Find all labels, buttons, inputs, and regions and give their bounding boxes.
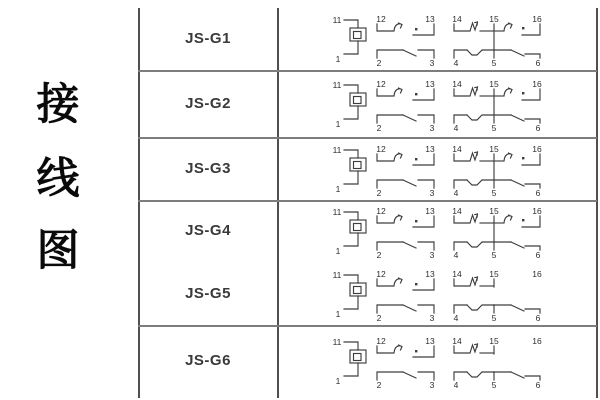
svg-text:5: 5	[491, 312, 497, 322]
svg-text:3: 3	[429, 187, 435, 197]
svg-text:16: 16	[532, 78, 542, 89]
svg-text:16: 16	[532, 143, 542, 154]
svg-text:13: 13	[425, 336, 435, 346]
svg-text:5: 5	[491, 58, 497, 67]
svg-text:11: 11	[332, 15, 342, 25]
model-label: JS-G6	[185, 352, 231, 369]
wiring-diagram	[331, 333, 571, 389]
svg-text:5: 5	[491, 380, 497, 389]
svg-text:12: 12	[376, 206, 386, 216]
svg-text:5: 5	[491, 122, 497, 132]
svg-text:1: 1	[335, 118, 341, 129]
svg-text:12: 12	[376, 78, 386, 89]
svg-text:6: 6	[535, 122, 541, 132]
svg-text:15: 15	[489, 143, 499, 154]
model-label: JS-G2	[185, 94, 231, 112]
row-separator	[138, 325, 597, 327]
svg-text:3: 3	[429, 122, 435, 132]
svg-text:1: 1	[335, 308, 341, 319]
svg-text:14: 14	[452, 143, 462, 154]
svg-text:5: 5	[491, 187, 497, 197]
svg-text:2: 2	[376, 380, 382, 389]
svg-text:4: 4	[453, 380, 459, 389]
svg-text:11: 11	[332, 79, 342, 90]
svg-text:11: 11	[332, 337, 342, 347]
svg-text:15: 15	[489, 206, 499, 216]
svg-text:15: 15	[489, 78, 499, 89]
svg-text:3: 3	[429, 380, 435, 389]
svg-text:6: 6	[535, 380, 541, 389]
svg-text:3: 3	[429, 312, 435, 322]
svg-text:2: 2	[376, 250, 382, 259]
svg-text:3: 3	[429, 250, 435, 259]
svg-text:6: 6	[535, 58, 541, 67]
svg-text:16: 16	[532, 206, 542, 216]
wiring-diagram	[331, 203, 571, 259]
svg-text:13: 13	[425, 78, 435, 89]
model-label: JS-G1	[185, 30, 231, 47]
table-border-right	[596, 8, 598, 398]
svg-text:14: 14	[452, 78, 462, 89]
svg-text:16: 16	[532, 268, 542, 279]
wiring-diagram	[331, 266, 571, 322]
svg-text:5: 5	[491, 250, 497, 259]
svg-text:1: 1	[335, 246, 341, 256]
svg-text:12: 12	[376, 14, 386, 24]
model-label: JS-G3	[185, 159, 231, 177]
svg-text:1: 1	[335, 54, 341, 64]
wiring-diagram	[331, 76, 571, 132]
svg-text:14: 14	[452, 336, 462, 346]
vertical-title-char: 接	[36, 80, 80, 130]
svg-text:14: 14	[452, 268, 462, 279]
row-separator	[138, 200, 597, 202]
svg-text:4: 4	[453, 58, 459, 67]
svg-text:4: 4	[453, 312, 459, 322]
svg-text:12: 12	[376, 268, 386, 279]
svg-text:4: 4	[453, 250, 459, 259]
svg-text:1: 1	[335, 376, 341, 386]
vertical-title-char: 线	[36, 154, 80, 204]
table-column-divider	[277, 8, 279, 398]
wiring-diagram	[331, 141, 571, 197]
svg-text:16: 16	[532, 14, 542, 24]
svg-text:1: 1	[335, 183, 341, 194]
svg-text:13: 13	[425, 14, 435, 24]
svg-text:2: 2	[376, 312, 382, 322]
svg-text:13: 13	[425, 206, 435, 216]
svg-text:3: 3	[429, 58, 435, 67]
svg-text:11: 11	[332, 269, 342, 280]
svg-text:4: 4	[453, 187, 459, 197]
model-label: JS-G4	[185, 222, 231, 239]
svg-text:4: 4	[453, 122, 459, 132]
svg-text:13: 13	[425, 143, 435, 154]
svg-text:2: 2	[376, 122, 382, 132]
wiring-diagram	[331, 11, 571, 67]
svg-text:12: 12	[376, 336, 386, 346]
row-separator	[138, 137, 597, 139]
svg-text:2: 2	[376, 187, 382, 197]
svg-text:6: 6	[535, 187, 541, 197]
model-label: JS-G5	[185, 284, 231, 302]
vertical-title-char: 图	[36, 226, 80, 276]
svg-text:14: 14	[452, 14, 462, 24]
svg-text:13: 13	[425, 268, 435, 279]
svg-text:16: 16	[532, 336, 542, 346]
svg-text:11: 11	[332, 207, 342, 217]
svg-text:2: 2	[376, 58, 382, 67]
svg-text:11: 11	[332, 144, 342, 155]
svg-text:6: 6	[535, 312, 541, 322]
row-separator	[138, 70, 597, 72]
table-border-left	[138, 8, 140, 398]
svg-text:14: 14	[452, 206, 462, 216]
svg-text:15: 15	[489, 14, 499, 24]
svg-text:15: 15	[489, 268, 499, 279]
svg-text:12: 12	[376, 143, 386, 154]
svg-text:6: 6	[535, 250, 541, 259]
svg-text:15: 15	[489, 336, 499, 346]
